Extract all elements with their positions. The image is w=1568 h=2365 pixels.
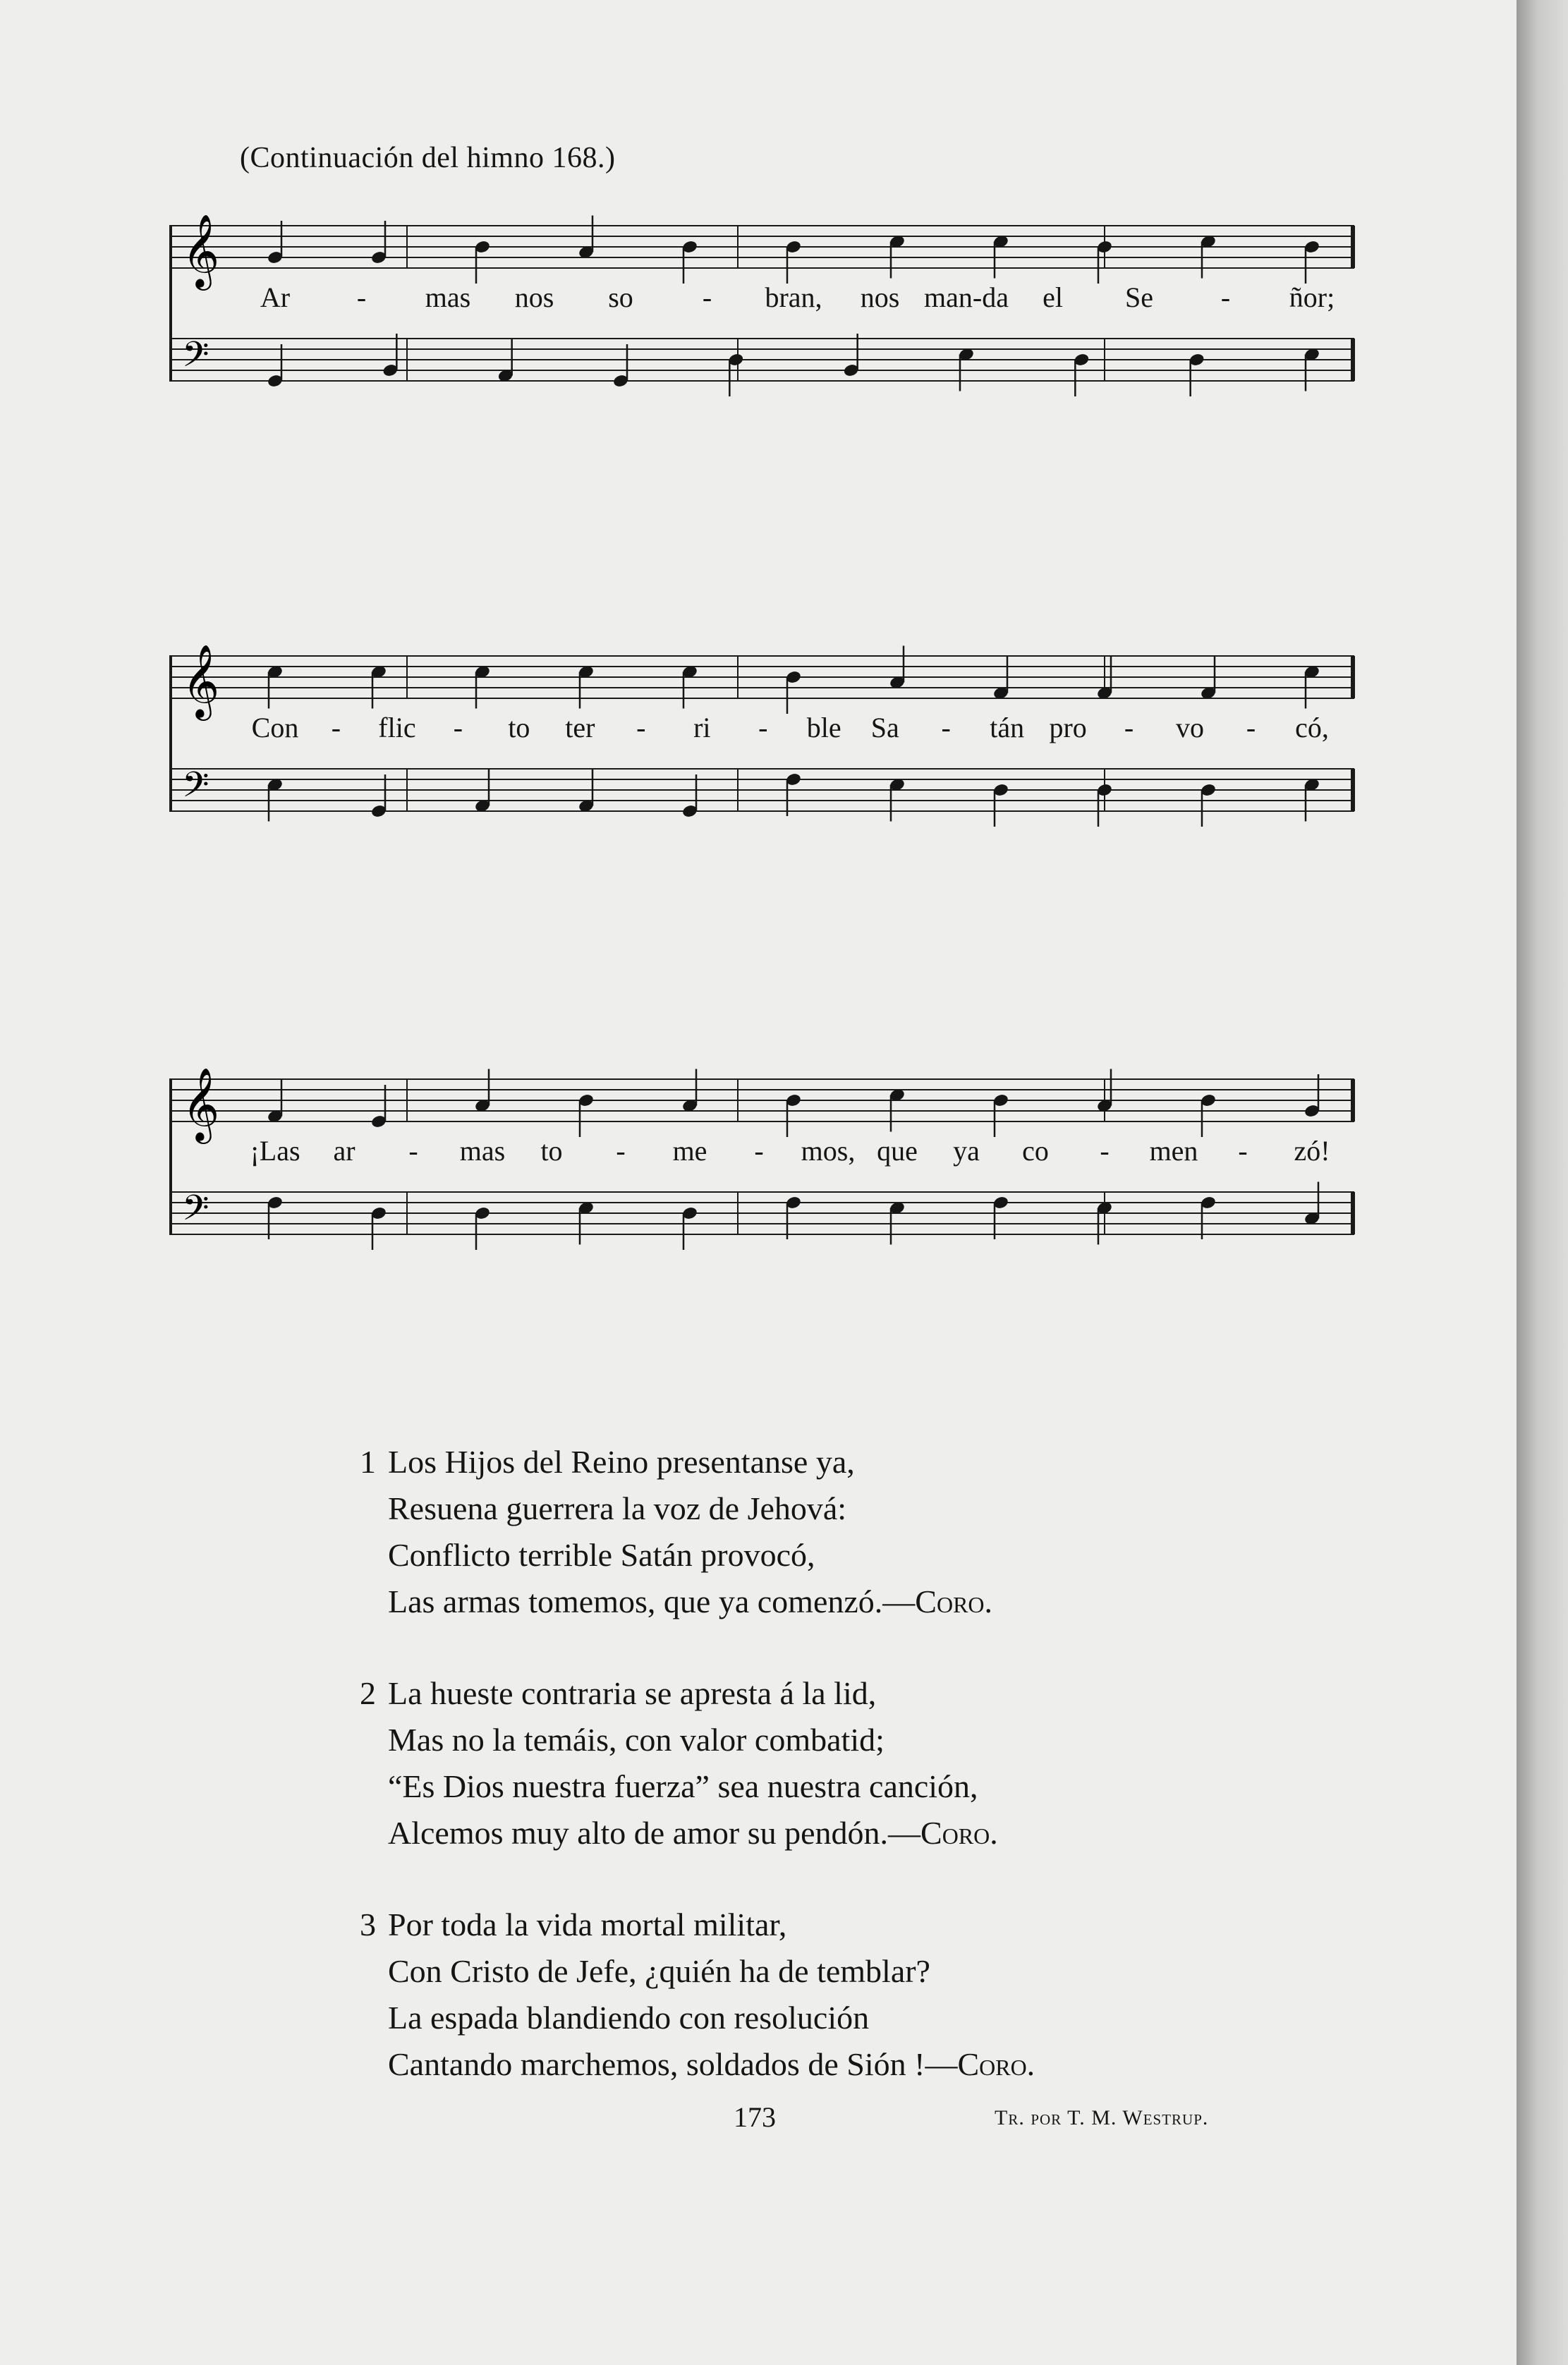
verse-line: La hueste contraria se apresta á la lid, <box>388 1675 877 1711</box>
lyric-syllable: Ar <box>260 281 291 313</box>
staff-notation-3 <box>169 1051 1354 1284</box>
page-edge-shadow <box>1517 0 1568 2365</box>
music-system-3 <box>169 1051 1354 1284</box>
treble-clef-icon: 𝄞 <box>182 1067 220 1141</box>
lyric-syllable: bran, <box>765 281 822 313</box>
lyric-syllable: - <box>1124 712 1134 743</box>
lyric-syllable: que <box>877 1135 918 1167</box>
lyric-syllable: - <box>616 1135 626 1167</box>
verse-line: Alcemos muy alto de amor su pendón. <box>388 1815 889 1851</box>
lyric-syllable: - <box>408 1135 418 1167</box>
lyric-syllable: - <box>453 712 463 743</box>
lyric-syllable: - <box>636 712 646 743</box>
verse-line: Mas no la temáis, con valor combatid; <box>388 1722 885 1758</box>
treble-clef-icon: 𝄞 <box>182 214 220 288</box>
chorus-marker: —Coro. <box>888 1815 998 1851</box>
lyric-syllable: co <box>1022 1135 1049 1167</box>
verse-line: Por toda la vida mortal militar, <box>388 1907 787 1943</box>
lyric-syllable: tán <box>990 712 1025 743</box>
lyric-syllable: ar <box>333 1135 355 1167</box>
lyric-syllable: - <box>758 712 768 743</box>
lyric-syllable: flic <box>378 712 416 743</box>
verse-line: “Es Dios nuestra fuerza” sea nuestra canción, <box>388 1768 978 1804</box>
verse-line: Las armas tomemos, que ya comenzó. <box>388 1583 883 1619</box>
verse-line: Conflicto terrible Satán provocó, <box>388 1537 815 1573</box>
verse-line: La espada blandiendo con resolución <box>388 2000 870 2036</box>
lyric-syllable: so <box>608 281 633 313</box>
lyric-syllable: ter <box>565 712 595 743</box>
lyric-syllable: có, <box>1295 712 1329 743</box>
lyric-syllable: mas <box>459 1135 506 1167</box>
lyric-syllable: me <box>672 1135 707 1167</box>
bass-clef-icon: 𝄢 <box>182 334 209 384</box>
lyric-syllable: nos <box>514 281 554 313</box>
bass-clef-icon: 𝄢 <box>182 765 209 814</box>
verse-line: Resuena guerrera la voz de Jehová: <box>388 1490 847 1526</box>
chorus-marker: —Coro. <box>925 2046 1035 2082</box>
lyric-syllable: el <box>1043 281 1063 313</box>
lyric-syllable: mos, <box>801 1135 856 1167</box>
music-system-2 <box>169 628 1354 861</box>
lyric-syllable: - <box>356 281 367 313</box>
lyric-syllable: nos <box>860 281 900 313</box>
lyric-syllable: to <box>508 712 530 743</box>
treble-clef-icon: 𝄞 <box>182 644 220 718</box>
translator-credit: Tr. por T. M. Westrup. <box>995 2106 1209 2129</box>
bass-clef-icon: 𝄢 <box>182 1188 209 1237</box>
music-system-1 <box>169 197 1354 430</box>
lyric-syllable: ñor; <box>1289 281 1335 313</box>
lyric-syllable: - <box>702 281 712 313</box>
verse-1 <box>353 1439 1035 1625</box>
verse-number: 2 <box>360 1675 376 1711</box>
lyric-syllable: - <box>1220 281 1231 313</box>
continuation-header: (Continuación del himno 168.) <box>240 142 616 174</box>
lyric-syllable: ya <box>953 1135 980 1167</box>
verse-number: 3 <box>360 1907 376 1943</box>
lyric-syllable: - <box>941 712 951 743</box>
verse-number: 1 <box>360 1444 376 1480</box>
lyric-syllable: man-da <box>924 281 1009 313</box>
lyric-syllable: Sa <box>870 712 899 743</box>
lyric-syllable: Con <box>251 712 299 743</box>
lyric-syllable: mas <box>425 281 471 313</box>
lyric-syllable: vo <box>1176 712 1205 743</box>
page-number: 173 <box>734 2101 776 2133</box>
lyric-syllable: - <box>331 712 341 743</box>
lyric-syllable: Se <box>1125 281 1153 313</box>
verse-line: Los Hijos del Reino presentanse ya, <box>388 1444 855 1480</box>
lyric-syllable: - <box>1100 1135 1110 1167</box>
lyric-syllable: ¡Las <box>250 1135 300 1167</box>
lyric-syllable: - <box>1246 712 1256 743</box>
verses <box>353 1439 1035 2133</box>
lyric-syllable: ri <box>693 712 711 743</box>
chorus-marker: —Coro. <box>882 1583 993 1619</box>
lyric-syllable: zó! <box>1294 1135 1330 1167</box>
lyric-syllable: men <box>1149 1135 1198 1167</box>
lyric-syllable: pro <box>1049 712 1087 743</box>
lyric-syllable: ble <box>806 712 841 743</box>
verse-2 <box>353 1670 1035 1856</box>
staff-notation-1 <box>169 197 1354 430</box>
verse-line: Cantando marchemos, soldados de Sión ! <box>388 2046 925 2082</box>
staff-notation-2 <box>169 628 1354 861</box>
verse-line: Con Cristo de Jefe, ¿quién ha de temblar? <box>388 1953 930 1989</box>
lyric-syllable: to <box>540 1135 563 1167</box>
verse-3 <box>353 1902 1035 2088</box>
lyric-syllable: - <box>754 1135 764 1167</box>
lyric-syllable: - <box>1238 1135 1248 1167</box>
